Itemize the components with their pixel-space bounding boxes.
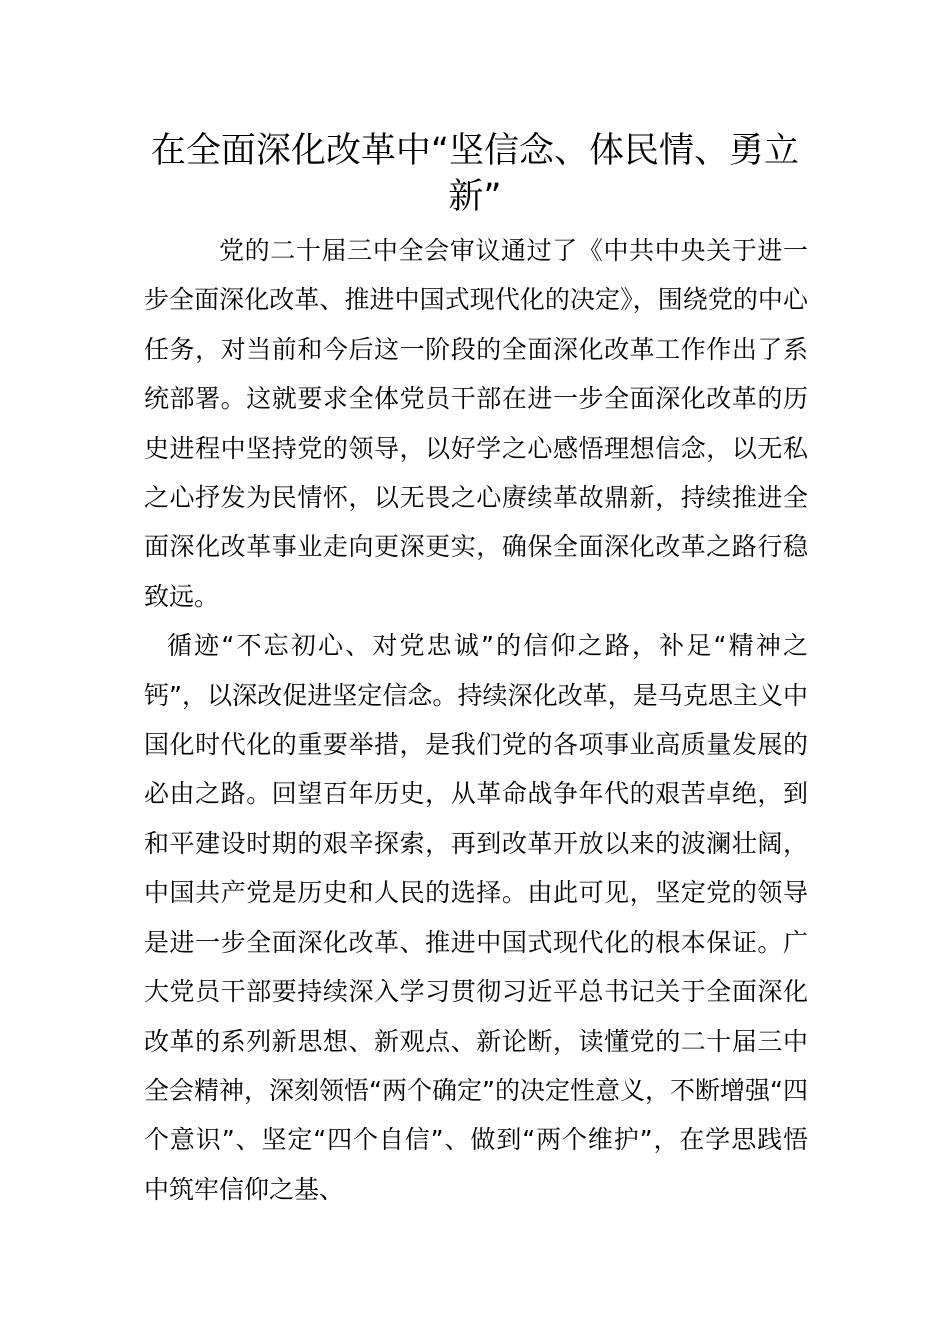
document-title: 在全面深化改革中“坚信念、体民情、勇立新” xyxy=(150,131,800,217)
paragraph-intro: 党的二十届三中全会审议通过了《中共中央关于进一步全面深化改革、推进中国式现代化的决定》，围绕党的中心任务，对当前和今后这一阶段的全面深化改革工作作出了系统部署。这就要求全体党员干部在进一步全面深化改革的历史进程中坚持党的领导，以好学之心感悟理想信念，以无私之心抒发为民情怀，以无畏之心赓续革故鼎新，持续推进全面深化改革事业走向更深更实，确保全面深化改革之路行稳致远。 xyxy=(144,236,808,611)
document-body xyxy=(144,226,808,1214)
paragraph-faith: 循迹“不忘初心、对党忠诚”的信仰之路，补足“精神之钙”，以深改促进坚定信念。持续深化改革，是马克思主义中国化时代化的重要举措，是我们党的各项事业高质量发展的必由之路。回望百年历史，从革命战争年代的艰苦卓绝，到和平建设时期的艰辛探索，再到改革开放以来的波澜壮阔，中国共产党是历史和人民的选择。由此可见，坚定党的领导是进一步全面深化改革、推进中国式现代化的根本保证。广大党员干部要持续深入学习贯彻习近平总书记关于全面深化改革的系列新思想、新观点、新论断，读懂党的二十届三中全会精神，深刻领悟“两个确定”的决定性意义，不断增强“四个意识”、坚定“四个自信”、做到“两个维护”，在学思践悟中筑牢信仰之基、 xyxy=(144,631,808,1204)
